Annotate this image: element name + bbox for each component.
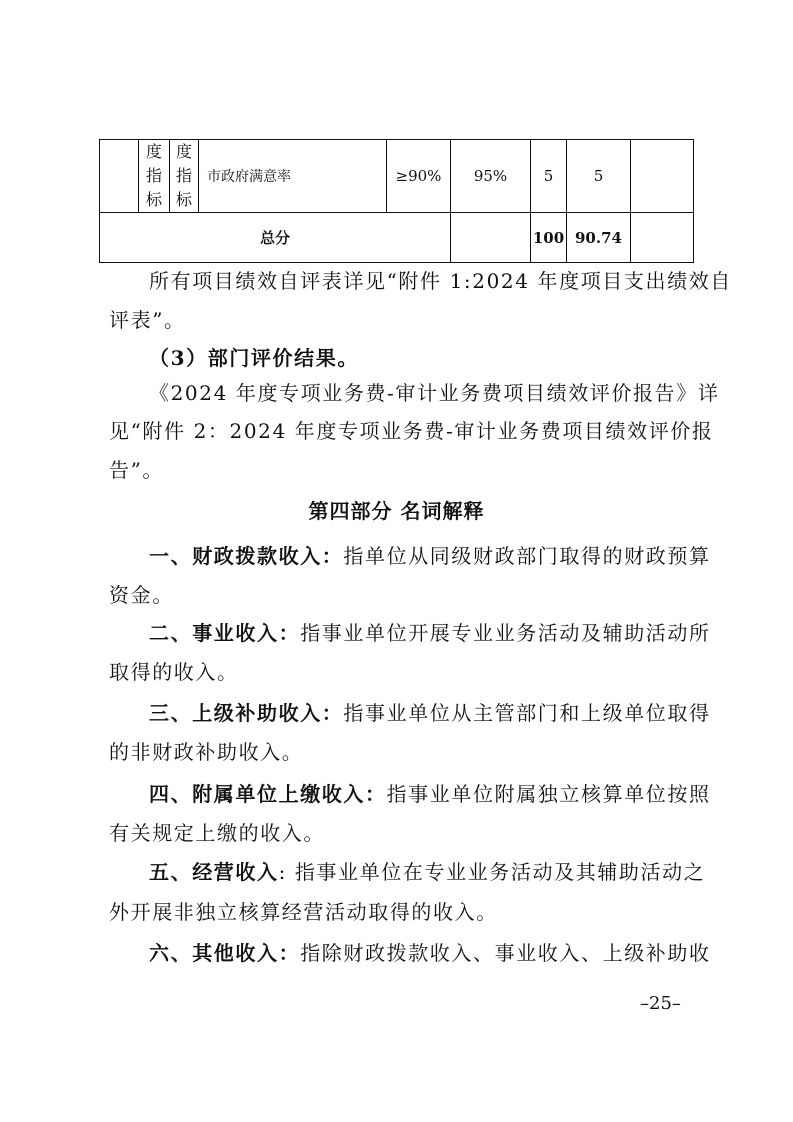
paragraph-line: 告”。: [109, 458, 165, 482]
weight-total: 100: [531, 213, 567, 263]
definition-text: : 指事业单位在专业业务活动及其辅助活动之: [278, 860, 706, 884]
definition-continuation: 的非财政补助收入。: [109, 740, 304, 764]
definition-term: 三、上级补助收入：: [149, 701, 344, 725]
table-cell-category: 度指标: [139, 140, 170, 213]
section-heading: 第四部分 名词解释: [308, 499, 485, 523]
note-cell: [631, 140, 694, 213]
definition-line: [149, 698, 711, 728]
definition-term: 五、经营收入: [149, 860, 279, 884]
total-row: [100, 213, 694, 263]
definition-line: [149, 938, 711, 968]
paragraph-line: 见“附件 2：2024 年度专项业务费-审计业务费项目绩效评价报: [109, 419, 714, 443]
actual-value: 95%: [451, 140, 531, 213]
subsection-heading: （3）部门评价结果。: [149, 346, 359, 370]
target-value: ≥90%: [387, 140, 451, 213]
table-cell-empty: [100, 140, 139, 213]
definition-line: [149, 779, 711, 809]
paragraph-line: 所有项目绩效自评表详见“附件 1:2024 年度项目支出绩效自: [149, 269, 732, 293]
definition-line: [149, 618, 711, 648]
page-number: –25–: [640, 993, 681, 1014]
definition-continuation: 资金。: [109, 583, 174, 607]
definition-text: 指事业单位附属独立核算单位按照: [386, 782, 711, 806]
paragraph-line: 评表”。: [109, 308, 186, 332]
definition-term: 一、财政拨款收入：: [149, 544, 344, 568]
indicator-name: 市政府满意率: [199, 140, 387, 213]
total-label: 总分: [100, 213, 451, 263]
score-total: 90.74: [567, 213, 631, 263]
score-value: 5: [567, 140, 631, 213]
definition-text: 指事业单位开展专业业务活动及辅助活动所: [300, 621, 711, 645]
definition-line: [149, 857, 706, 887]
table-cell-subcategory: 度指标: [170, 140, 199, 213]
definition-continuation: 取得的收入。: [109, 660, 239, 684]
definition-continuation: 有关规定上缴的收入。: [109, 821, 325, 845]
definition-text: 指事业单位从主管部门和上级单位取得: [343, 701, 711, 725]
definition-term: 四、附属单位上缴收入：: [149, 782, 387, 806]
total-note: [631, 213, 694, 263]
definition-term: 六、其他收入：: [149, 941, 301, 965]
definition-term: 二、事业收入：: [149, 621, 301, 645]
weight-value: 5: [531, 140, 567, 213]
total-empty: [451, 213, 531, 263]
performance-table: [99, 139, 694, 263]
definition-text: 指除财政拨款收入、事业收入、上级补助收: [300, 941, 711, 965]
definition-line: [149, 541, 711, 571]
definition-text: 指单位从同级财政部门取得的财政预算: [343, 544, 711, 568]
paragraph-line: 《2024 年度专项业务费-审计业务费项目绩效评价报告》详: [149, 381, 720, 405]
table-row: [100, 140, 694, 213]
definition-continuation: 外开展非独立核算经营活动取得的收入。: [109, 900, 498, 924]
